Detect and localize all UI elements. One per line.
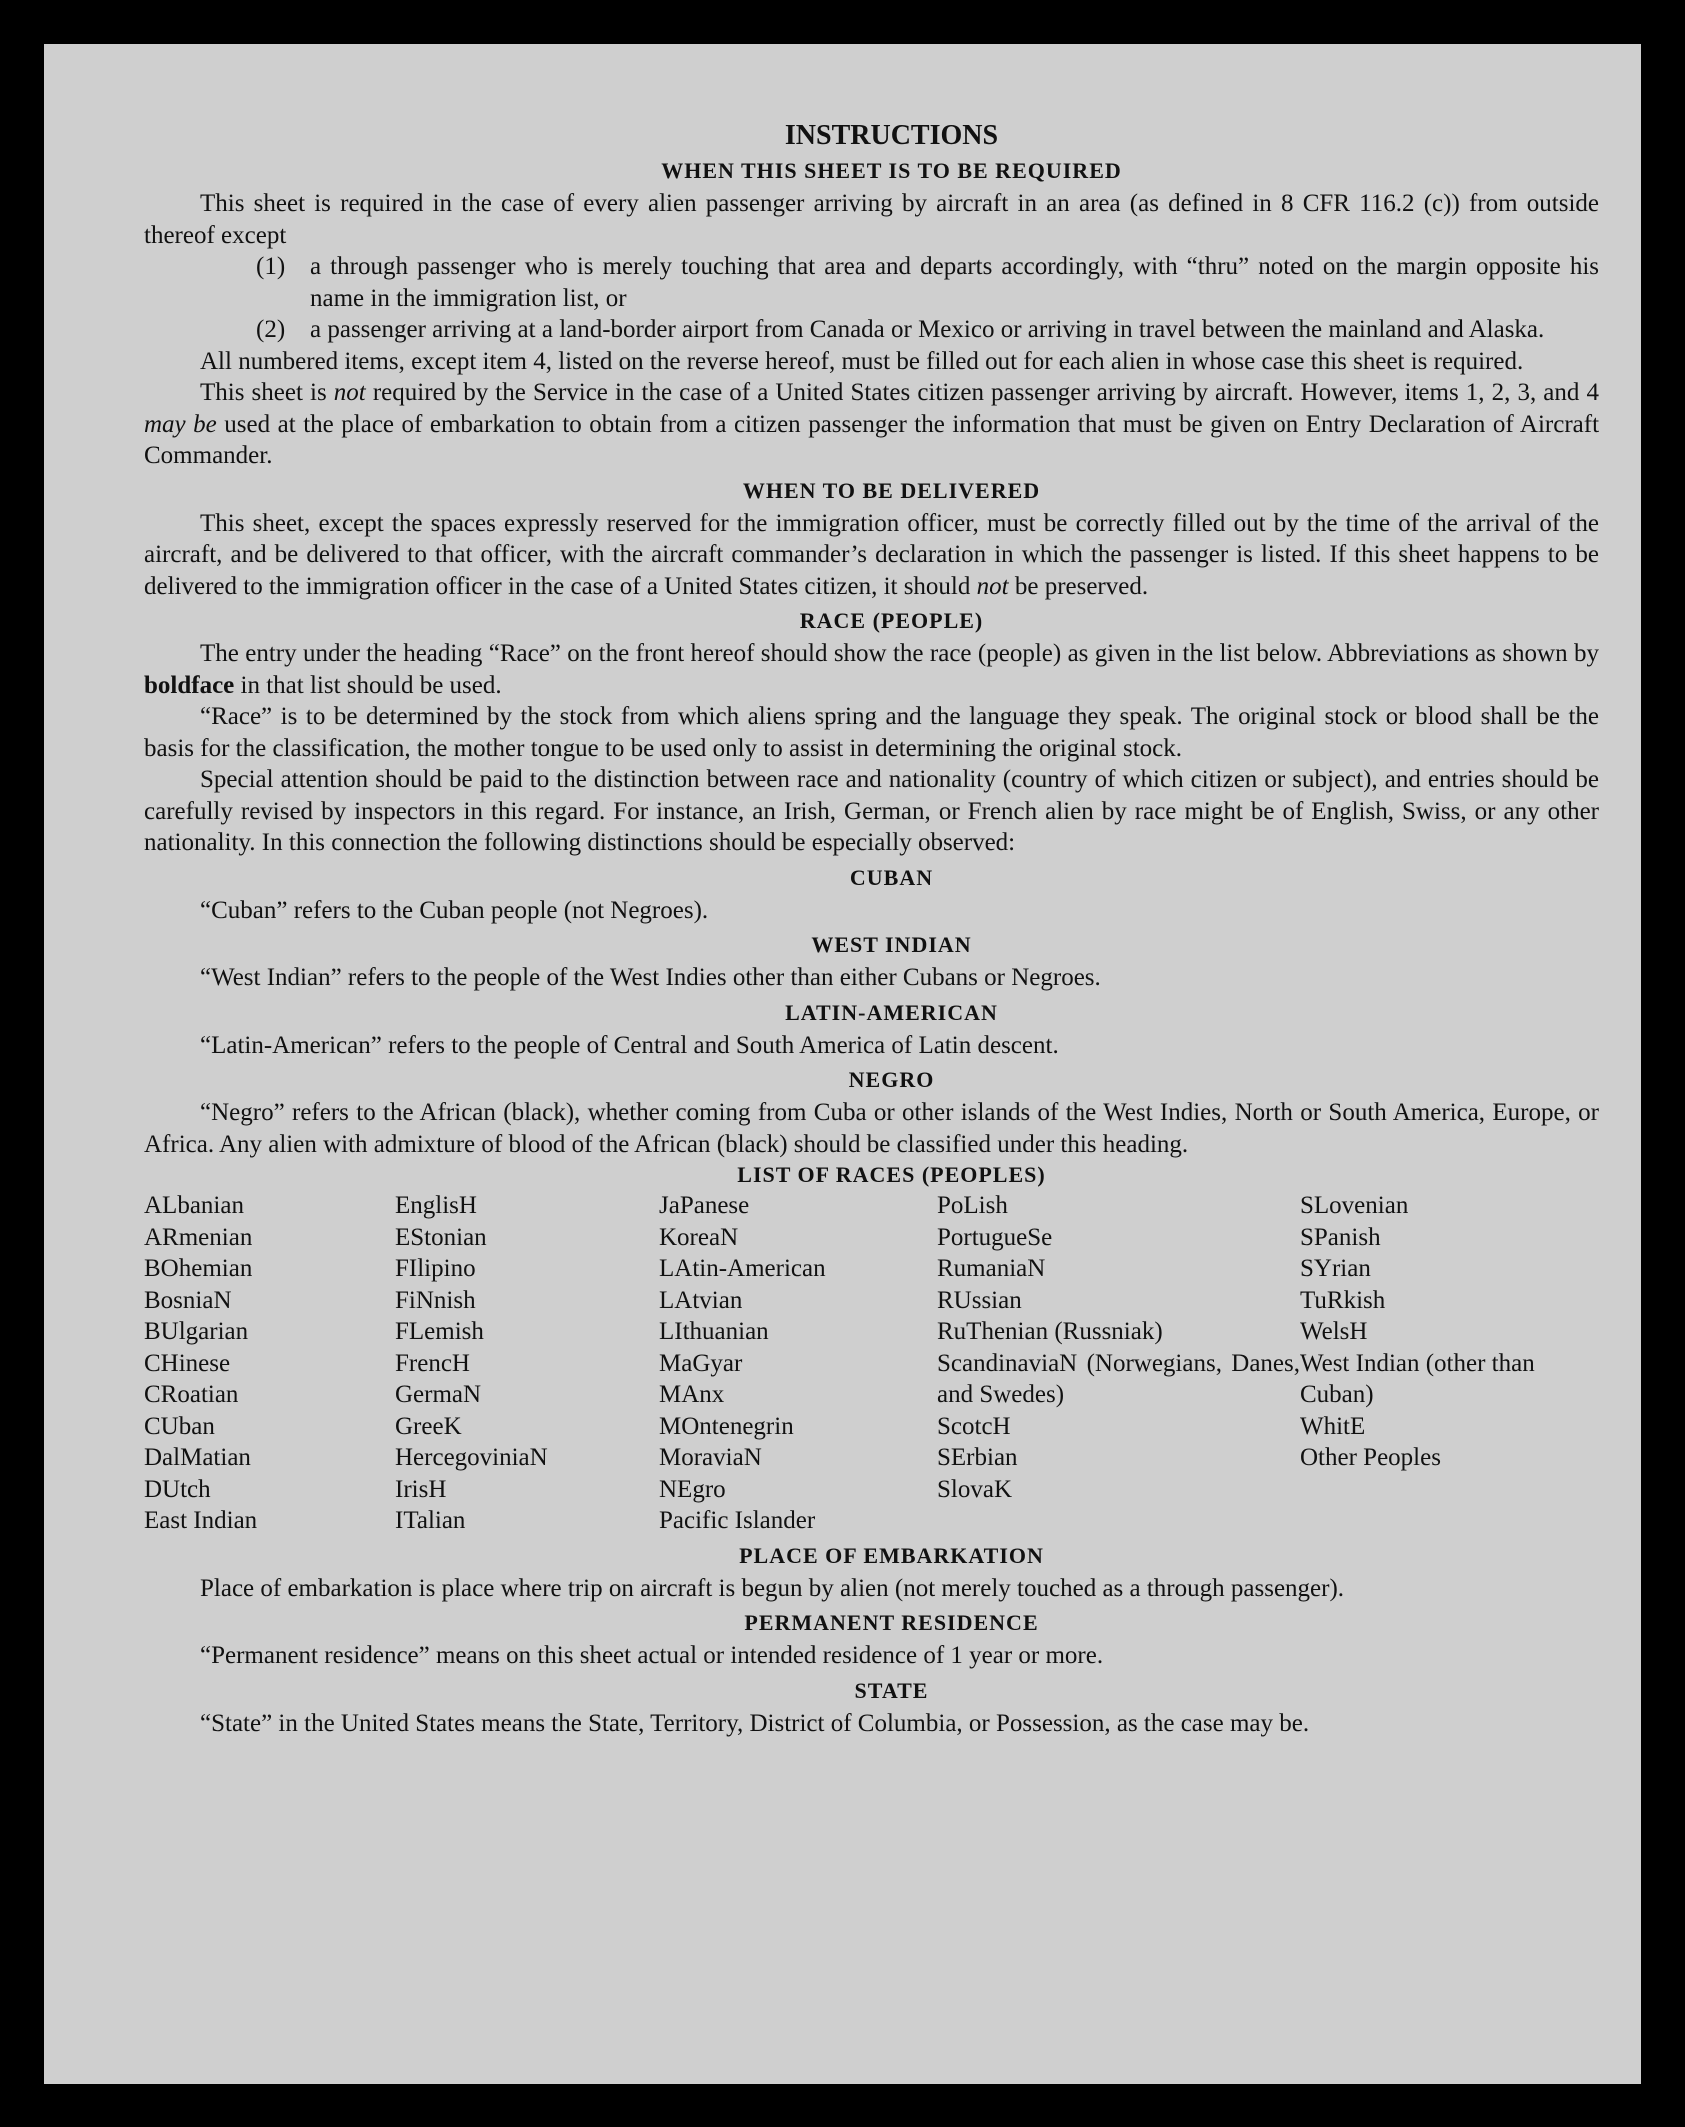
races-column-5 [1300,1190,1560,1537]
race-entry: SPanish [1300,1223,1381,1251]
race-entry: ARmenian [144,1223,253,1251]
race-entry: BOhemian [144,1255,253,1282]
race-entry: CHinese [144,1349,231,1377]
race-entry: SlovaK [937,1475,1012,1503]
text-run: This sheet is [200,379,334,406]
race-entry: LIthuanian [659,1318,769,1345]
race-entry: MAnx [659,1381,725,1408]
item-number: (1) [256,253,286,280]
races-list [144,1190,1599,1537]
heading-place-of-embarkation: PLACE OF EMBARKATION [739,1542,1044,1568]
paragraph-latin-american: “Latin-American” refers to the people of Central and South America of Latin descent. [200,1031,1059,1059]
race-entry: LAtin-American [659,1255,826,1282]
heading-race: RACE (PEOPLE) [799,608,984,633]
race-entry: FIlipino [395,1255,476,1282]
race-entry: RuThenian (Russniak) [937,1318,1163,1345]
race-entry: CUban [144,1412,215,1440]
heading-cuban: CUBAN [849,864,934,890]
heading-when-required: WHEN THIS SHEET IS TO BE REQUIRED [661,158,1122,183]
race-entry: WelsH [1300,1318,1368,1345]
races-column-2 [395,1190,659,1537]
text-run: required by the Service in the case of a United States citizen passenger arriving by aircraft. However, items 1, 2, 3, and 4 [365,379,1599,406]
race-entry: FiNnish [395,1286,476,1314]
race-entry: DalMatian [144,1444,251,1471]
list-item [144,314,1599,346]
italic-run: not [976,572,1009,600]
heading-when-delivered: WHEN TO BE DELIVERED [742,477,1041,503]
list-item [144,251,1599,314]
paragraph-required: This sheet is required in the case of every alien passenger arriving by aircraft in an area (as defined in 8 CFR 116.2 (c)) from outside thereof except [144,190,1599,249]
race-entry: BosniaN [144,1286,232,1314]
text-run: This sheet, except the spaces expressly reserved for the immigration officer, must be correctly filled out by the time of the arrival of the aircraft, and be delivered to that officer, with the aircraft commander’s declaration in which the passenger is listed. If this sheet happens to be delivered to the immigration officer in the case of a United States citizen, it should [144,509,1599,600]
race-entry: ALbanian [144,1192,244,1219]
race-entry: West Indian (other than Cuban) [1300,1349,1535,1408]
race-entry: MaGyar [659,1349,743,1377]
document-sheet [44,44,1641,2084]
race-entry: KoreaN [659,1223,739,1251]
text-run: The entry under the heading “Race” on the front hereof should show the race (people) as given in the list below. Abbreviations as shown by [200,640,1599,667]
races-column-4 [937,1190,1300,1537]
italic-run: may be [144,410,217,438]
paragraph-numbered-items: All numbered items, except item 4, listed on the reverse hereof, must be filled out for each alien in whose case this sheet is required. [200,347,1524,375]
paragraph-race-nationality: Special attention should be paid to the distinction between race and nationality (country of which citizen or subject), and entries should be carefully revised by inspectors in this regard. For instance, an Irish, German, or French alien by race might be of English, Swiss, or any other nationality. In this connection the following distinctions should be especially observed: [144,766,1599,856]
race-entry: FrencH [395,1349,470,1377]
race-entry: ScandinaviaN (Norwegians, Danes, and Swedes) [937,1349,1300,1408]
paragraph-west-indian: “West Indian” refers to the people of the West Indies other than either Cubans or Negroes. [200,964,1101,991]
heading-west-indian: WEST INDIAN [811,932,972,957]
race-entry: NEgro [659,1475,726,1503]
race-entry: RUssian [937,1286,1022,1314]
race-entry: Pacific Islander [659,1507,816,1534]
heading-list-of-races: LIST OF RACES (PEOPLES) [737,1162,1046,1187]
race-entry: DUtch [144,1475,211,1503]
paragraph-cuban: “Cuban” refers to the Cuban people (not Negroes). [200,896,709,924]
races-column-3 [659,1190,937,1537]
heading-negro: NEGRO [848,1067,935,1092]
race-entry: MOntenegrin [659,1412,794,1440]
race-entry: EStonian [395,1223,487,1251]
race-entry: JaPanese [659,1192,750,1219]
paragraph-race-stock: “Race” is to be determined by the stock from which aliens spring and the language they speak. The original stock or blood shall be the basis for the classification, the mother tongue to be used only to assist in determining the original stock. [144,703,1599,762]
paragraph-citizen [144,377,1599,472]
paragraph-state: “State” in the United States means the State, Territory, District of Columbia, or Possession, as the case may be. [200,1709,1310,1737]
race-entry: ITalian [395,1507,466,1534]
races-column-1 [144,1190,395,1537]
heading-state: STATE [854,1677,929,1703]
paragraph-race-entry [144,638,1599,701]
race-entry: TuRkish [1300,1286,1386,1314]
race-entry: FLemish [395,1318,484,1345]
race-entry: Other Peoples [1300,1444,1441,1471]
race-entry: East Indian [144,1507,258,1534]
race-entry: IrisH [395,1475,447,1503]
italic-run: not [333,379,366,406]
paragraph-delivered [144,508,1599,603]
text-run: in that list should be used. [234,671,502,699]
paragraph-embarkation: Place of embarkation is place where trip on aircraft is begun by alien (not merely touched as a through passenger). [200,1574,1345,1602]
race-entry: SErbian [937,1444,1018,1471]
race-entry: LAtvian [659,1286,743,1314]
race-entry: WhitE [1300,1412,1366,1440]
bold-run: boldface [144,671,235,699]
text-run: used at the place of embarkation to obtain from a citizen passenger the information that must be given on Entry Declaration of Aircraft Commander. [144,410,1600,469]
paragraph-residence: “Permanent residence” means on this sheet actual or intended residence of 1 year or more. [200,1642,1104,1669]
paragraph-negro: “Negro” refers to the African (black), whether coming from Cuba or other islands of the West Indies, North or South America, Europe, or Africa. Any alien with admixture of blood of the African (black) should be classified under this heading. [144,1099,1599,1158]
item-number: (2) [256,316,286,343]
race-entry: GermaN [395,1381,482,1408]
race-entry: SLovenian [1300,1192,1409,1219]
race-entry: GreeK [395,1412,462,1440]
race-entry: HercegoviniaN [395,1444,548,1471]
race-entry: PoLish [937,1192,1008,1219]
race-entry: MoraviaN [659,1444,762,1471]
race-entry: EnglisH [395,1192,477,1219]
document-content [144,120,1599,1739]
heading-permanent-residence: PERMANENT RESIDENCE [744,1610,1039,1635]
race-entry: BUlgarian [144,1318,249,1345]
text-run: be preserved. [1008,572,1149,600]
race-entry: ScotcH [937,1412,1011,1440]
race-entry: RumaniaN [937,1255,1046,1282]
race-entry: PortugueSe [937,1223,1053,1251]
race-entry: SYrian [1300,1255,1371,1282]
heading-latin-american: LATIN-AMERICAN [785,999,998,1025]
item-text: a through passenger who is merely touching that area and departs accordingly, with “thru” noted on the margin opposite his name in the immigration list, or [310,253,1599,312]
race-entry: CRoatian [144,1381,239,1408]
page-title: INSTRUCTIONS [784,120,999,151]
item-text: a passenger arriving at a land-border airport from Canada or Mexico or arriving in travel between the mainland and Alaska. [310,316,1545,343]
